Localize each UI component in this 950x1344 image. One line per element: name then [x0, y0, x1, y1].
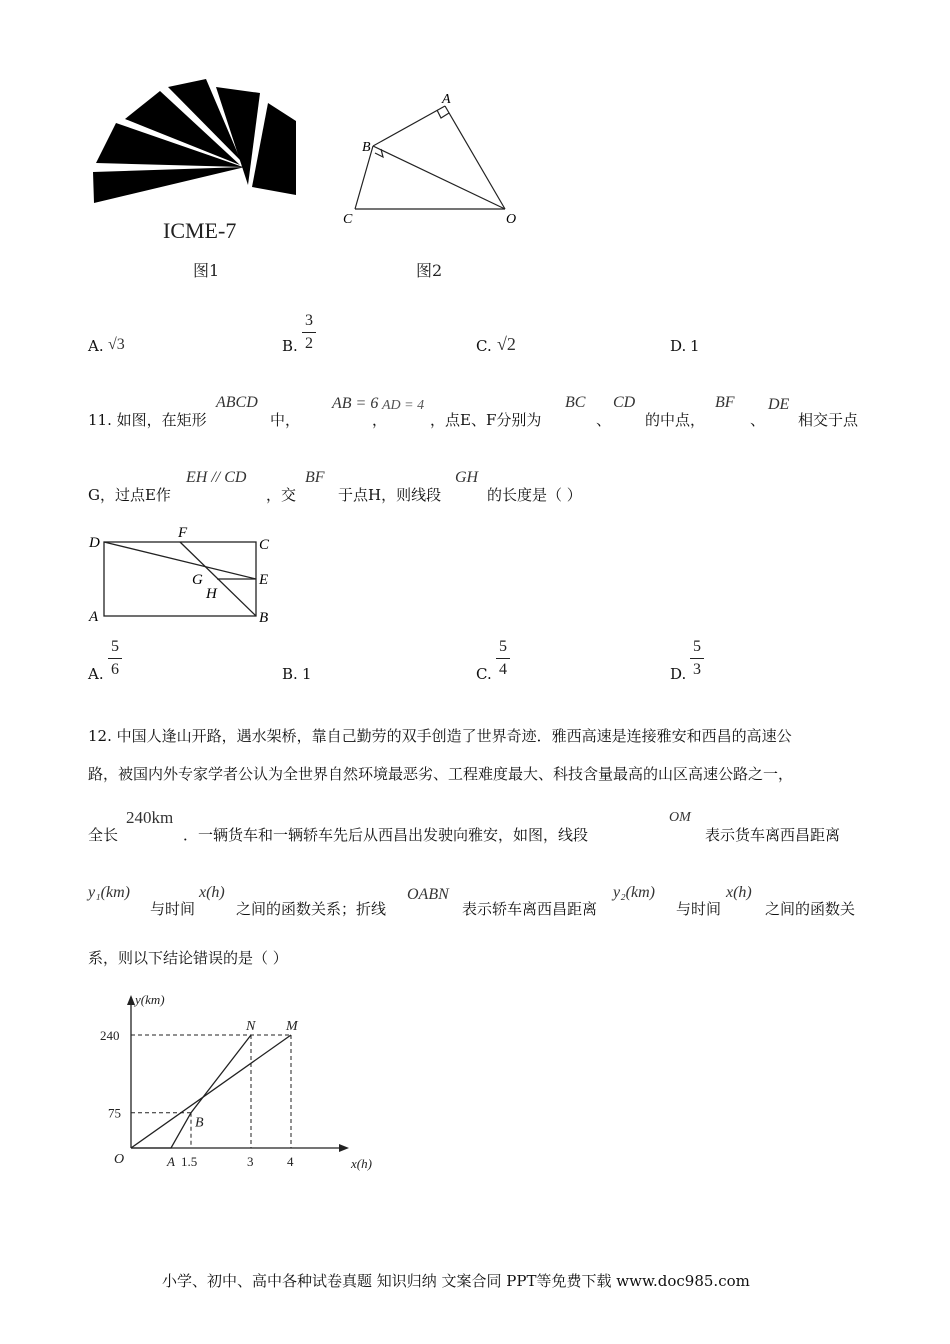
y-tick-label: 75	[108, 1105, 121, 1121]
figure2-caption: 图2	[416, 261, 443, 280]
q12-math-240km: 240km	[126, 808, 174, 827]
q11-math-bc: BC	[565, 394, 586, 411]
q11-line2-text-1: G，过点E作	[88, 486, 171, 504]
distance-time-chart	[95, 990, 372, 1175]
x-tick-label: A	[167, 1154, 175, 1169]
fraction-denominator: 3	[693, 661, 701, 678]
figure1-caption: 图1	[193, 261, 220, 280]
rect-label-b: B	[259, 610, 269, 626]
y-axis-arrow	[127, 995, 135, 1005]
q10-option-b-fraction	[302, 312, 316, 353]
q11-option-a-letter: A.	[88, 665, 104, 683]
fig2-label-c: C	[343, 212, 353, 227]
x-axis-arrow	[339, 1144, 349, 1152]
q12-line4-text-4: 与时间	[676, 900, 722, 918]
series-line-om	[131, 1035, 291, 1148]
q11-line1-text-4: ，点E、F分别为	[430, 411, 542, 429]
x-axis-label: x(h)	[351, 1156, 372, 1171]
fraction-bar	[108, 658, 122, 659]
q12-line4-text-5: 之间的函数关	[765, 900, 856, 918]
figure2-triangle-diagram	[335, 85, 535, 235]
q12-line2: 路，被国内外专家学者公认为全世界自然环境最恶劣、工程难度最大、科技含量最高的山区高速公路之一，	[88, 765, 794, 783]
q10-option-c-letter: C.	[476, 337, 492, 355]
rect-label-d: D	[89, 535, 100, 551]
point-label-n: N	[246, 1019, 256, 1034]
q11-line1-text-2: 中，	[270, 411, 301, 429]
q11-math-eh-parallel-cd: EH // CD	[186, 469, 247, 486]
q11-math-de: DE	[768, 396, 790, 413]
q12-math-y1-km: y₁(km)	[88, 884, 130, 901]
q10-option-a-letter: A.	[88, 337, 104, 355]
rect-label-f: F	[178, 525, 188, 541]
q11-line1-text-3: ，	[372, 411, 388, 429]
q10-option-d-value: 1	[690, 337, 700, 355]
q11-math-abcd: ABCD	[216, 394, 258, 411]
q10-option-b-letter: B.	[282, 337, 298, 355]
x-tick-label: 1.5	[181, 1154, 198, 1169]
fraction-denominator: 4	[499, 661, 507, 678]
q12-line4-text-2: 之间的函数关系；折线	[236, 900, 387, 918]
fraction-numerator: 3	[305, 312, 313, 329]
q12-line5: 系，则以下结论错误的是（ ）	[88, 949, 288, 967]
q12-line3-text-3: 表示货车离西昌距离	[705, 826, 841, 844]
q12-math-x-h-2: x(h)	[726, 884, 752, 901]
rect-label-a: A	[89, 609, 99, 625]
fraction-bar	[496, 658, 510, 659]
q12-math-om: OM	[669, 810, 691, 825]
q10-option-d-letter: D.	[670, 337, 687, 355]
rect-label-c: C	[259, 537, 270, 553]
q11-line1-text-7: 、	[750, 411, 766, 429]
x-tick-label: 4	[287, 1154, 294, 1169]
icme7-logo-figure	[88, 75, 303, 205]
q12-math-x-h: x(h)	[199, 884, 225, 901]
q11-option-a-fraction	[108, 638, 122, 679]
point-label-b: B	[195, 1115, 204, 1131]
q11-math-ad-eq: AD = 4	[382, 398, 425, 413]
q11-line2-text-2: ，交	[266, 486, 297, 504]
x-tick-label: 3	[247, 1154, 254, 1169]
q11-option-d-letter: D.	[670, 665, 687, 683]
icme7-logo-text: ICME-7	[163, 218, 237, 243]
fig2-label-o: O	[506, 212, 517, 227]
q11-option-c-fraction	[496, 638, 510, 679]
q12-line4-text-3: 表示轿车离西昌距离	[462, 900, 598, 918]
q11-line2-text-3: 于点H，则线段	[338, 486, 442, 504]
q12-math-y2-km: y₂(km)	[613, 884, 655, 901]
y-tick-label: 240	[100, 1028, 120, 1043]
q10-option-a-value: √3	[108, 336, 125, 353]
q11-line1-text-5: 、	[596, 411, 612, 429]
q11-line2-text-4: 的长度是（ ）	[487, 486, 582, 504]
fraction-denominator: 2	[305, 335, 313, 352]
rect-label-e: E	[259, 572, 269, 588]
q11-option-c-letter: C.	[476, 665, 492, 683]
rect-label-h: H	[206, 586, 217, 602]
series-line-oabn	[131, 1035, 251, 1148]
rectangle-abcd-diagram	[84, 522, 284, 628]
q11-math-gh: GH	[455, 469, 479, 486]
q12-math-oabn: OABN	[407, 886, 449, 903]
q11-math-bf-2: BF	[305, 469, 325, 486]
q12-line1: 12. 中国人逢山开路，遇水架桥，靠自己勤劳的双手创造了世界奇迹．雅西高速是连接雅安和西昌的高速公	[88, 727, 792, 745]
fraction-denominator: 6	[111, 661, 119, 678]
fraction-numerator: 5	[499, 638, 507, 655]
fig2-label-b: B	[362, 140, 371, 155]
q11-option-b-letter: B.	[282, 665, 298, 683]
q12-line3-text-2: ．一辆货车和一辆轿车先后从西昌出发驶向雅安，如图，线段	[183, 826, 589, 844]
q12-line3-text-1: 全长	[88, 826, 119, 844]
q10-option-c-value: √2	[497, 334, 516, 354]
q11-math-bf: BF	[715, 394, 735, 411]
rect-label-g: G	[192, 572, 203, 588]
q11-line1-text-1: 11. 如图，在矩形	[88, 411, 207, 429]
fraction-numerator: 5	[693, 638, 701, 655]
q11-line1-text-6: 的中点，	[645, 411, 706, 429]
q11-option-d-fraction	[690, 638, 704, 679]
q11-math-ab-eq: AB = 6	[332, 395, 379, 412]
fraction-bar	[302, 332, 316, 333]
fraction-bar	[690, 658, 704, 659]
fig2-label-a: A	[442, 92, 451, 107]
q11-math-cd: CD	[613, 394, 636, 411]
point-label-m: M	[286, 1019, 298, 1034]
footer-text: 小学、初中、高中各种试卷真题 知识归纳 文案合同 PPT等免费下载 www.doc985.com	[162, 1272, 750, 1290]
origin-label: O	[114, 1152, 125, 1167]
q12-line4-text-1: 与时间	[150, 900, 196, 918]
y-axis-label: y(km)	[135, 992, 165, 1007]
q11-option-b-value: 1	[302, 665, 312, 683]
fraction-numerator: 5	[111, 638, 119, 655]
q11-line1-text-8: 相交于点	[798, 411, 859, 429]
